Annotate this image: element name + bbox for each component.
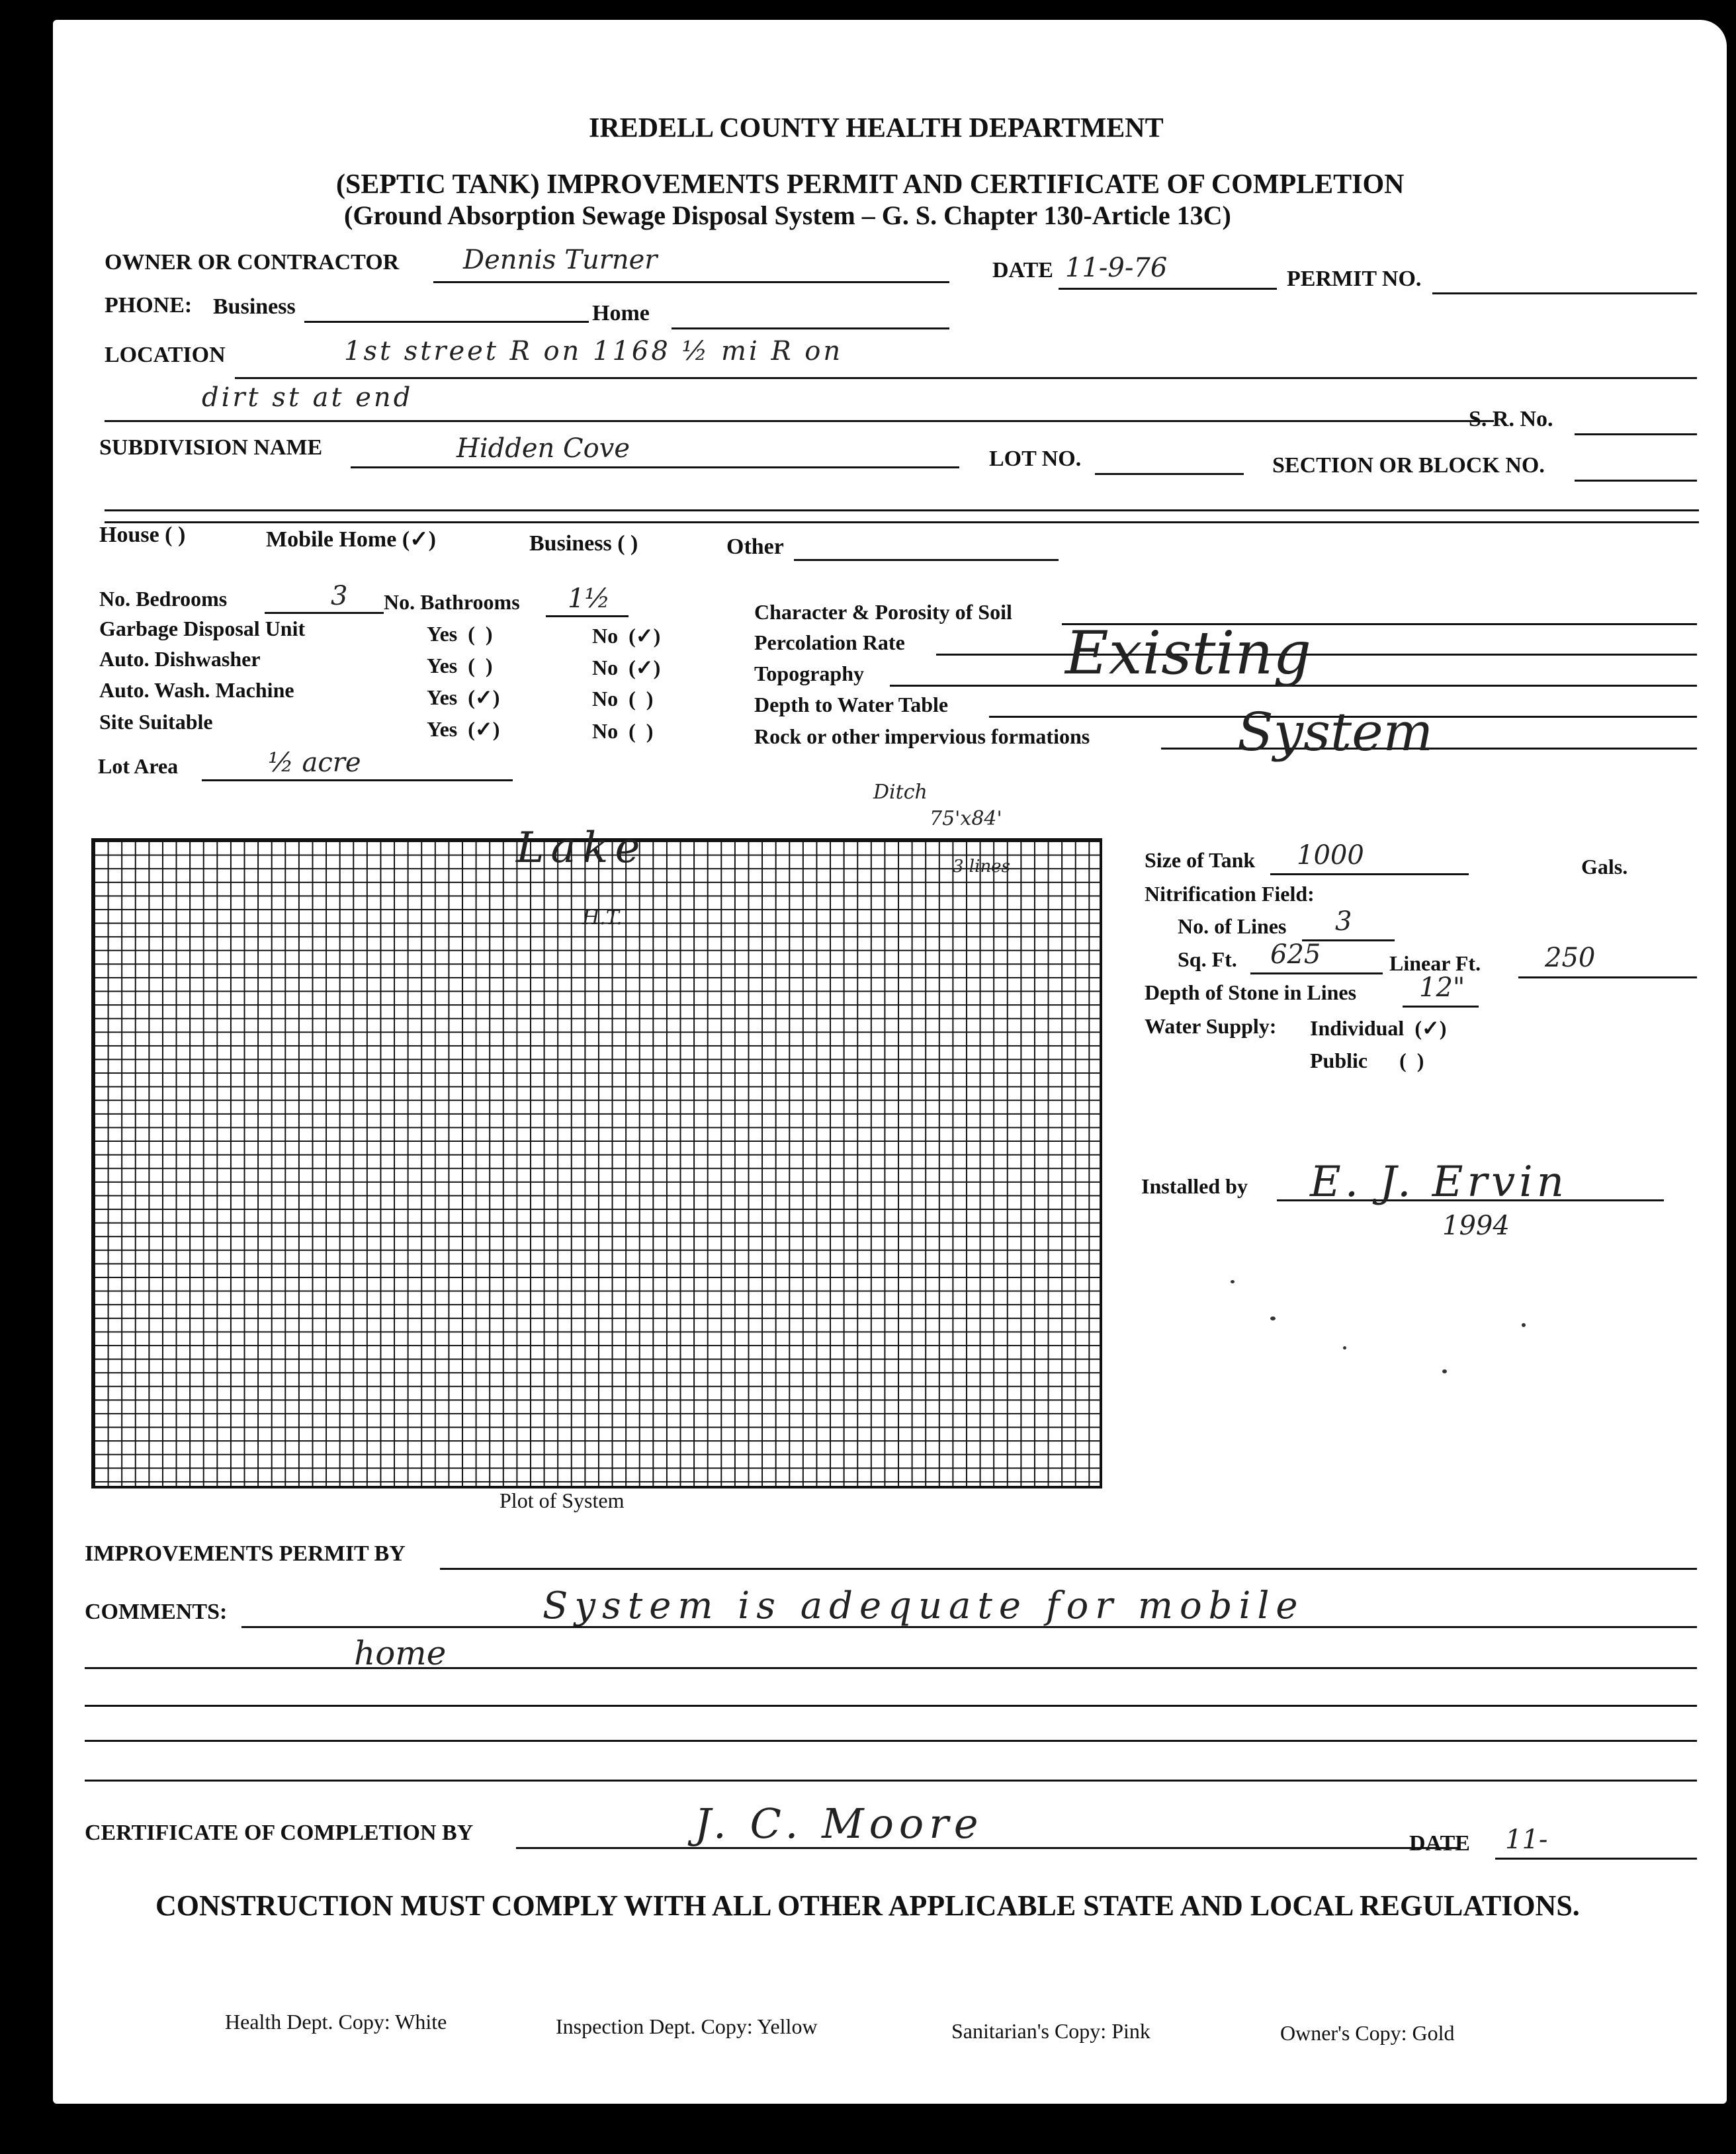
- topography-label: Topography: [754, 662, 864, 685]
- plot-note-ditch-dims: 75'x84': [930, 807, 1002, 830]
- sqft-line: [1250, 972, 1383, 974]
- sr-no-line: [1575, 433, 1697, 435]
- lot-area-label: Lot Area: [98, 754, 179, 778]
- water-individual: Individual (✓): [1310, 1016, 1447, 1040]
- location-label: LOCATION: [105, 343, 226, 367]
- plot-note-lines: 3 lines: [953, 857, 1010, 877]
- lot-area-line: [202, 779, 513, 781]
- wash-machine-no: No ( ): [592, 687, 654, 711]
- permit-form: [53, 20, 1727, 2104]
- comments-line-3: [85, 1705, 1697, 1707]
- lot-no-line: [1095, 473, 1244, 475]
- installed-by-value: E. J. Ervin: [1310, 1158, 1568, 1207]
- stain-mark: [1343, 1346, 1346, 1350]
- plot-note-small: H.T.: [582, 906, 623, 929]
- linear-ft-line: [1518, 976, 1697, 978]
- department-title: IREDELL COUNTY HEALTH DEPARTMENT: [589, 113, 1164, 144]
- other-label: Other: [726, 535, 784, 559]
- certificate-signature: J. C. Moore: [695, 1799, 984, 1848]
- site-suitable-yes: Yes (✓): [427, 717, 500, 741]
- mobile-home-option: Mobile Home (✓): [266, 527, 436, 552]
- soil-handwritten-system: System: [1237, 701, 1434, 763]
- bathrooms-line: [546, 615, 629, 617]
- water-public: Public ( ): [1310, 1049, 1424, 1072]
- tank-size-label: Size of Tank: [1145, 848, 1256, 872]
- comments-line-2: [85, 1667, 1697, 1669]
- copy-health-dept: Health Dept. Copy: White: [225, 2010, 447, 2034]
- soil-character-label: Character & Porosity of Soil: [754, 600, 1012, 624]
- bedrooms-label: No. Bedrooms: [99, 587, 228, 611]
- wash-machine-label: Auto. Wash. Machine: [99, 678, 294, 702]
- improvements-permit-line: [440, 1568, 1697, 1570]
- location-value-1: 1st street R on 1168 ½ mi R on: [344, 336, 844, 366]
- section-label: SECTION OR BLOCK NO.: [1272, 453, 1545, 478]
- dishwasher-no: No (✓): [592, 656, 661, 679]
- sqft-label: Sq. Ft.: [1178, 947, 1237, 971]
- comments-label: COMMENTS:: [85, 1600, 228, 1624]
- permit-no-line: [1432, 292, 1697, 294]
- linear-ft-label: Linear Ft.: [1389, 951, 1481, 975]
- dishwasher-yes: Yes ( ): [427, 654, 493, 677]
- stain-mark: [1442, 1369, 1447, 1373]
- plot-note-ditch: Ditch: [873, 781, 928, 804]
- location-line-1: [235, 377, 1697, 379]
- site-suitable-no: No ( ): [592, 719, 654, 743]
- copy-owner: Owner's Copy: Gold: [1280, 2021, 1455, 2045]
- owner-value: Dennis Turner: [463, 245, 658, 275]
- comments-value-1: System is adequate for mobile: [542, 1584, 1305, 1627]
- certificate-label: CERTIFICATE OF COMPLETION BY: [85, 1821, 474, 1845]
- comments-value-2: home: [354, 1634, 447, 1672]
- sqft-value: 625: [1270, 939, 1321, 970]
- comments-line-5: [85, 1780, 1697, 1782]
- garbage-disposal-yes: Yes ( ): [427, 622, 493, 646]
- comments-line-4: [85, 1740, 1697, 1742]
- location-value-2: dirt st at end: [202, 382, 413, 413]
- installed-by-label: Installed by: [1141, 1174, 1248, 1198]
- sr-no-label: S. R. No.: [1469, 407, 1553, 431]
- plot-grid: [91, 838, 1102, 1488]
- rock-formations-label: Rock or other impervious formations: [754, 724, 1090, 748]
- plot-caption: Plot of System: [499, 1488, 625, 1512]
- home-phone-label: Home: [592, 301, 650, 325]
- lot-area-value: ½ acre: [268, 748, 361, 778]
- form-subtitle: (Ground Absorption Sewage Disposal System – G. S. Chapter 130-Article 13C): [344, 200, 1231, 230]
- location-line-2: [105, 420, 1494, 422]
- bathrooms-value: 1½: [568, 583, 611, 614]
- home-phone-line: [672, 327, 949, 329]
- improvements-permit-label: IMPROVEMENTS PERMIT BY: [85, 1541, 406, 1566]
- stain-mark: [1522, 1323, 1526, 1327]
- copy-inspection-dept: Inspection Dept. Copy: Yellow: [556, 2014, 818, 2038]
- copy-sanitarian: Sanitarian's Copy: Pink: [951, 2019, 1150, 2043]
- subdivision-label: SUBDIVISION NAME: [99, 435, 323, 460]
- business-option: Business ( ): [529, 531, 638, 556]
- lot-no-label: LOT NO.: [989, 447, 1082, 471]
- date-label: DATE: [992, 258, 1053, 282]
- form-title: (SEPTIC TANK) IMPROVEMENTS PERMIT AND CERTIFICATE OF COMPLETION: [336, 169, 1405, 200]
- divider-rule-1: [105, 509, 1699, 511]
- subdivision-line: [351, 466, 959, 468]
- stone-depth-value: 12": [1419, 972, 1465, 1003]
- date-line: [1059, 288, 1277, 290]
- percolation-label: Percolation Rate: [754, 630, 905, 654]
- house-option: House ( ): [99, 523, 186, 547]
- gals-label: Gals.: [1581, 855, 1628, 879]
- phone-label: PHONE:: [105, 293, 193, 318]
- nitrification-label: Nitrification Field:: [1145, 882, 1315, 906]
- site-suitable-label: Site Suitable: [99, 710, 213, 734]
- other-line: [794, 559, 1059, 561]
- business-phone-line: [304, 321, 589, 323]
- certificate-date-value: 11-: [1505, 1825, 1548, 1855]
- subdivision-value: Hidden Cove: [456, 433, 630, 464]
- stain-mark: [1231, 1280, 1235, 1283]
- percolation-line: [936, 654, 1697, 656]
- certificate-date-line: [1495, 1858, 1697, 1860]
- wash-machine-yes: Yes (✓): [427, 685, 500, 709]
- garbage-disposal-no: No (✓): [592, 624, 661, 648]
- bedrooms-line: [265, 612, 384, 614]
- owner-label: OWNER OR CONTRACTOR: [105, 250, 400, 275]
- water-supply-label: Water Supply:: [1145, 1014, 1277, 1038]
- lines-value: 3: [1335, 906, 1352, 937]
- permit-no-label: PERMIT NO.: [1287, 267, 1422, 291]
- tank-size-line: [1270, 873, 1469, 875]
- certificate-date-label: DATE: [1409, 1831, 1470, 1856]
- section-line: [1575, 480, 1697, 482]
- stone-depth-line: [1403, 1006, 1479, 1008]
- date-value: 11-9-76: [1065, 253, 1168, 283]
- dishwasher-label: Auto. Dishwasher: [99, 647, 261, 671]
- soil-handwritten-existing: Existing: [1065, 619, 1311, 688]
- bathrooms-label: No. Bathrooms: [384, 590, 520, 614]
- stone-depth-label: Depth of Stone in Lines: [1145, 980, 1357, 1004]
- owner-line: [433, 281, 949, 283]
- divider-rule-2: [105, 521, 1699, 523]
- stain-mark: [1270, 1316, 1276, 1320]
- tank-size-value: 1000: [1297, 840, 1364, 871]
- linear-ft-value: 250: [1545, 943, 1596, 973]
- bedrooms-value: 3: [331, 581, 348, 611]
- lines-label: No. of Lines: [1178, 914, 1287, 938]
- garbage-disposal-label: Garbage Disposal Unit: [99, 617, 306, 640]
- plot-note-lake: Lake: [516, 824, 647, 873]
- installed-year: 1994: [1442, 1211, 1510, 1241]
- business-phone-label: Business: [213, 294, 296, 319]
- water-table-label: Depth to Water Table: [754, 693, 949, 716]
- certificate-line: [516, 1847, 1459, 1849]
- compliance-notice: CONSTRUCTION MUST COMPLY WITH ALL OTHER APPLICABLE STATE AND LOCAL REGULATIONS.: [155, 1889, 1580, 1922]
